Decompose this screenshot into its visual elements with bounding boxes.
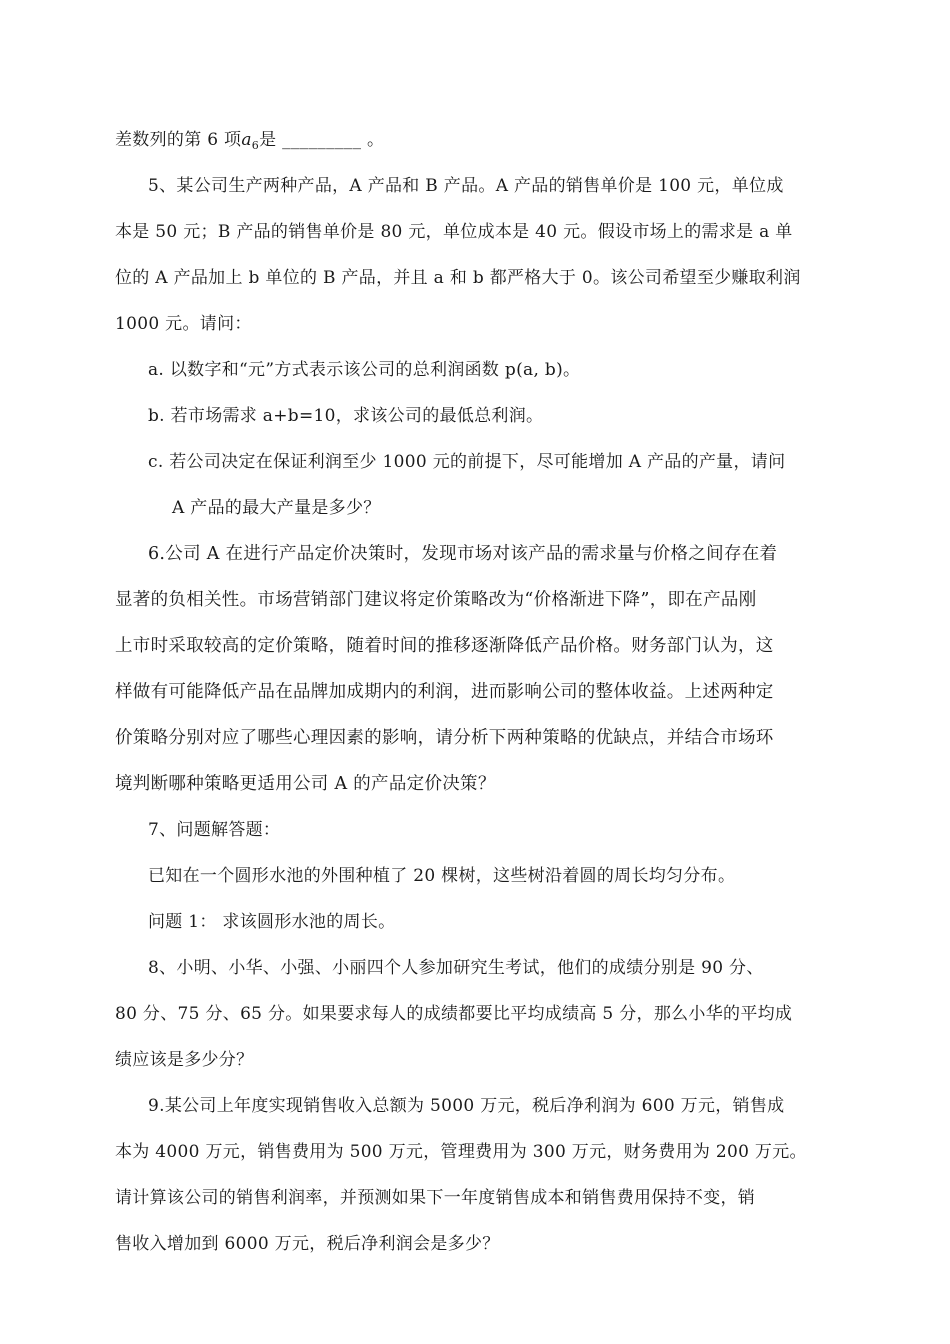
q7-line-2: 问题 1： 求该圆形水池的周长。 [148, 912, 396, 932]
q5-line-3: 位的 A 产品加上 b 单位的 B 产品，并且 a 和 b 都严格大于 0。该公司希望至少赚取利润 [115, 268, 801, 288]
q5-sub-a: a. 以数字和“元”方式表示该公司的总利润函数 p(a, b)。 [148, 360, 581, 380]
q5-line-2: 本是 50 元；B 产品的销售单价是 80 元，单位成本是 40 元。假设市场上的需求是 a 单 [115, 222, 793, 242]
q8-line-1: 8、小明、小华、小强、小丽四个人参加研究生考试，他们的成绩分别是 90 分、 [148, 958, 764, 978]
q8-line-2: 80 分、75 分、65 分。如果要求每人的成绩都要比平均成绩高 5 分，那么小华的平均成 [115, 1004, 793, 1024]
q4-tail-line [115, 127, 384, 159]
q4-tail-text: 差数列的第 6 项 [115, 130, 242, 150]
q8-line-3: 绩应该是多少分？ [115, 1050, 254, 1070]
a6-subscript: 6 [251, 139, 260, 152]
q9-line-3: 请计算该公司的销售利润率，并预测如果下一年度销售成本和销售费用保持不变，销 [115, 1188, 756, 1208]
q9-line-2: 本为 4000 万元，销售费用为 500 万元，管理费用为 300 万元，财务费用为 200 万元。 [115, 1142, 807, 1162]
q7-line-1: 已知在一个圆形水池的外围种植了 20 棵树，这些树沿着圆的周长均匀分布。 [148, 866, 736, 886]
a6-variable: a [241, 130, 252, 150]
q9-line-1: 9.某公司上年度实现销售收入总额为 5000 万元，税后净利润为 600 万元，销售成 [148, 1096, 785, 1116]
q6-line-6: 境判断哪种策略更适用公司 A 的产品定价决策？ [115, 774, 496, 794]
q6-line-5: 价策略分别对应了哪些心理因素的影响，请分析下两种策略的优缺点，并结合市场环 [115, 728, 774, 748]
q5-line-4: 1000 元。请问： [115, 314, 252, 334]
q6-line-2: 显著的负相关性。市场营销部门建议将定价策略改为“价格渐进下降”，即在产品刚 [115, 590, 757, 610]
q6-line-3: 上市时采取较高的定价策略，随着时间的推移逐渐降低产品价格。财务部门认为，这 [115, 636, 774, 656]
q5-sub-c-line-2: A 产品的最大产量是多少？ [172, 498, 381, 518]
q6-line-1: 6.公司 A 在进行产品定价决策时，发现市场对该产品的需求量与价格之间存在着 [148, 544, 778, 564]
q5-line-1: 5、某公司生产两种产品，A 产品和 B 产品。A 产品的销售单价是 100 元，单位成 [148, 176, 784, 196]
q6-line-4: 样做有可能降低产品在品牌加成期内的利润，进而影响公司的整体收益。上述两种定 [115, 682, 774, 702]
q9-line-4: 售收入增加到 6000 万元，税后净利润会是多少？ [115, 1234, 500, 1254]
q5-sub-b: b. 若市场需求 a+b=10，求该公司的最低总利润。 [148, 406, 544, 426]
q4-blank: 是 _________ 。 [259, 130, 385, 150]
q7-title: 7、问题解答题： [148, 820, 281, 840]
q5-sub-c-line-1: c. 若公司决定在保证利润至少 1000 元的前提下，尽可能增加 A 产品的产量，请问 [148, 452, 786, 472]
